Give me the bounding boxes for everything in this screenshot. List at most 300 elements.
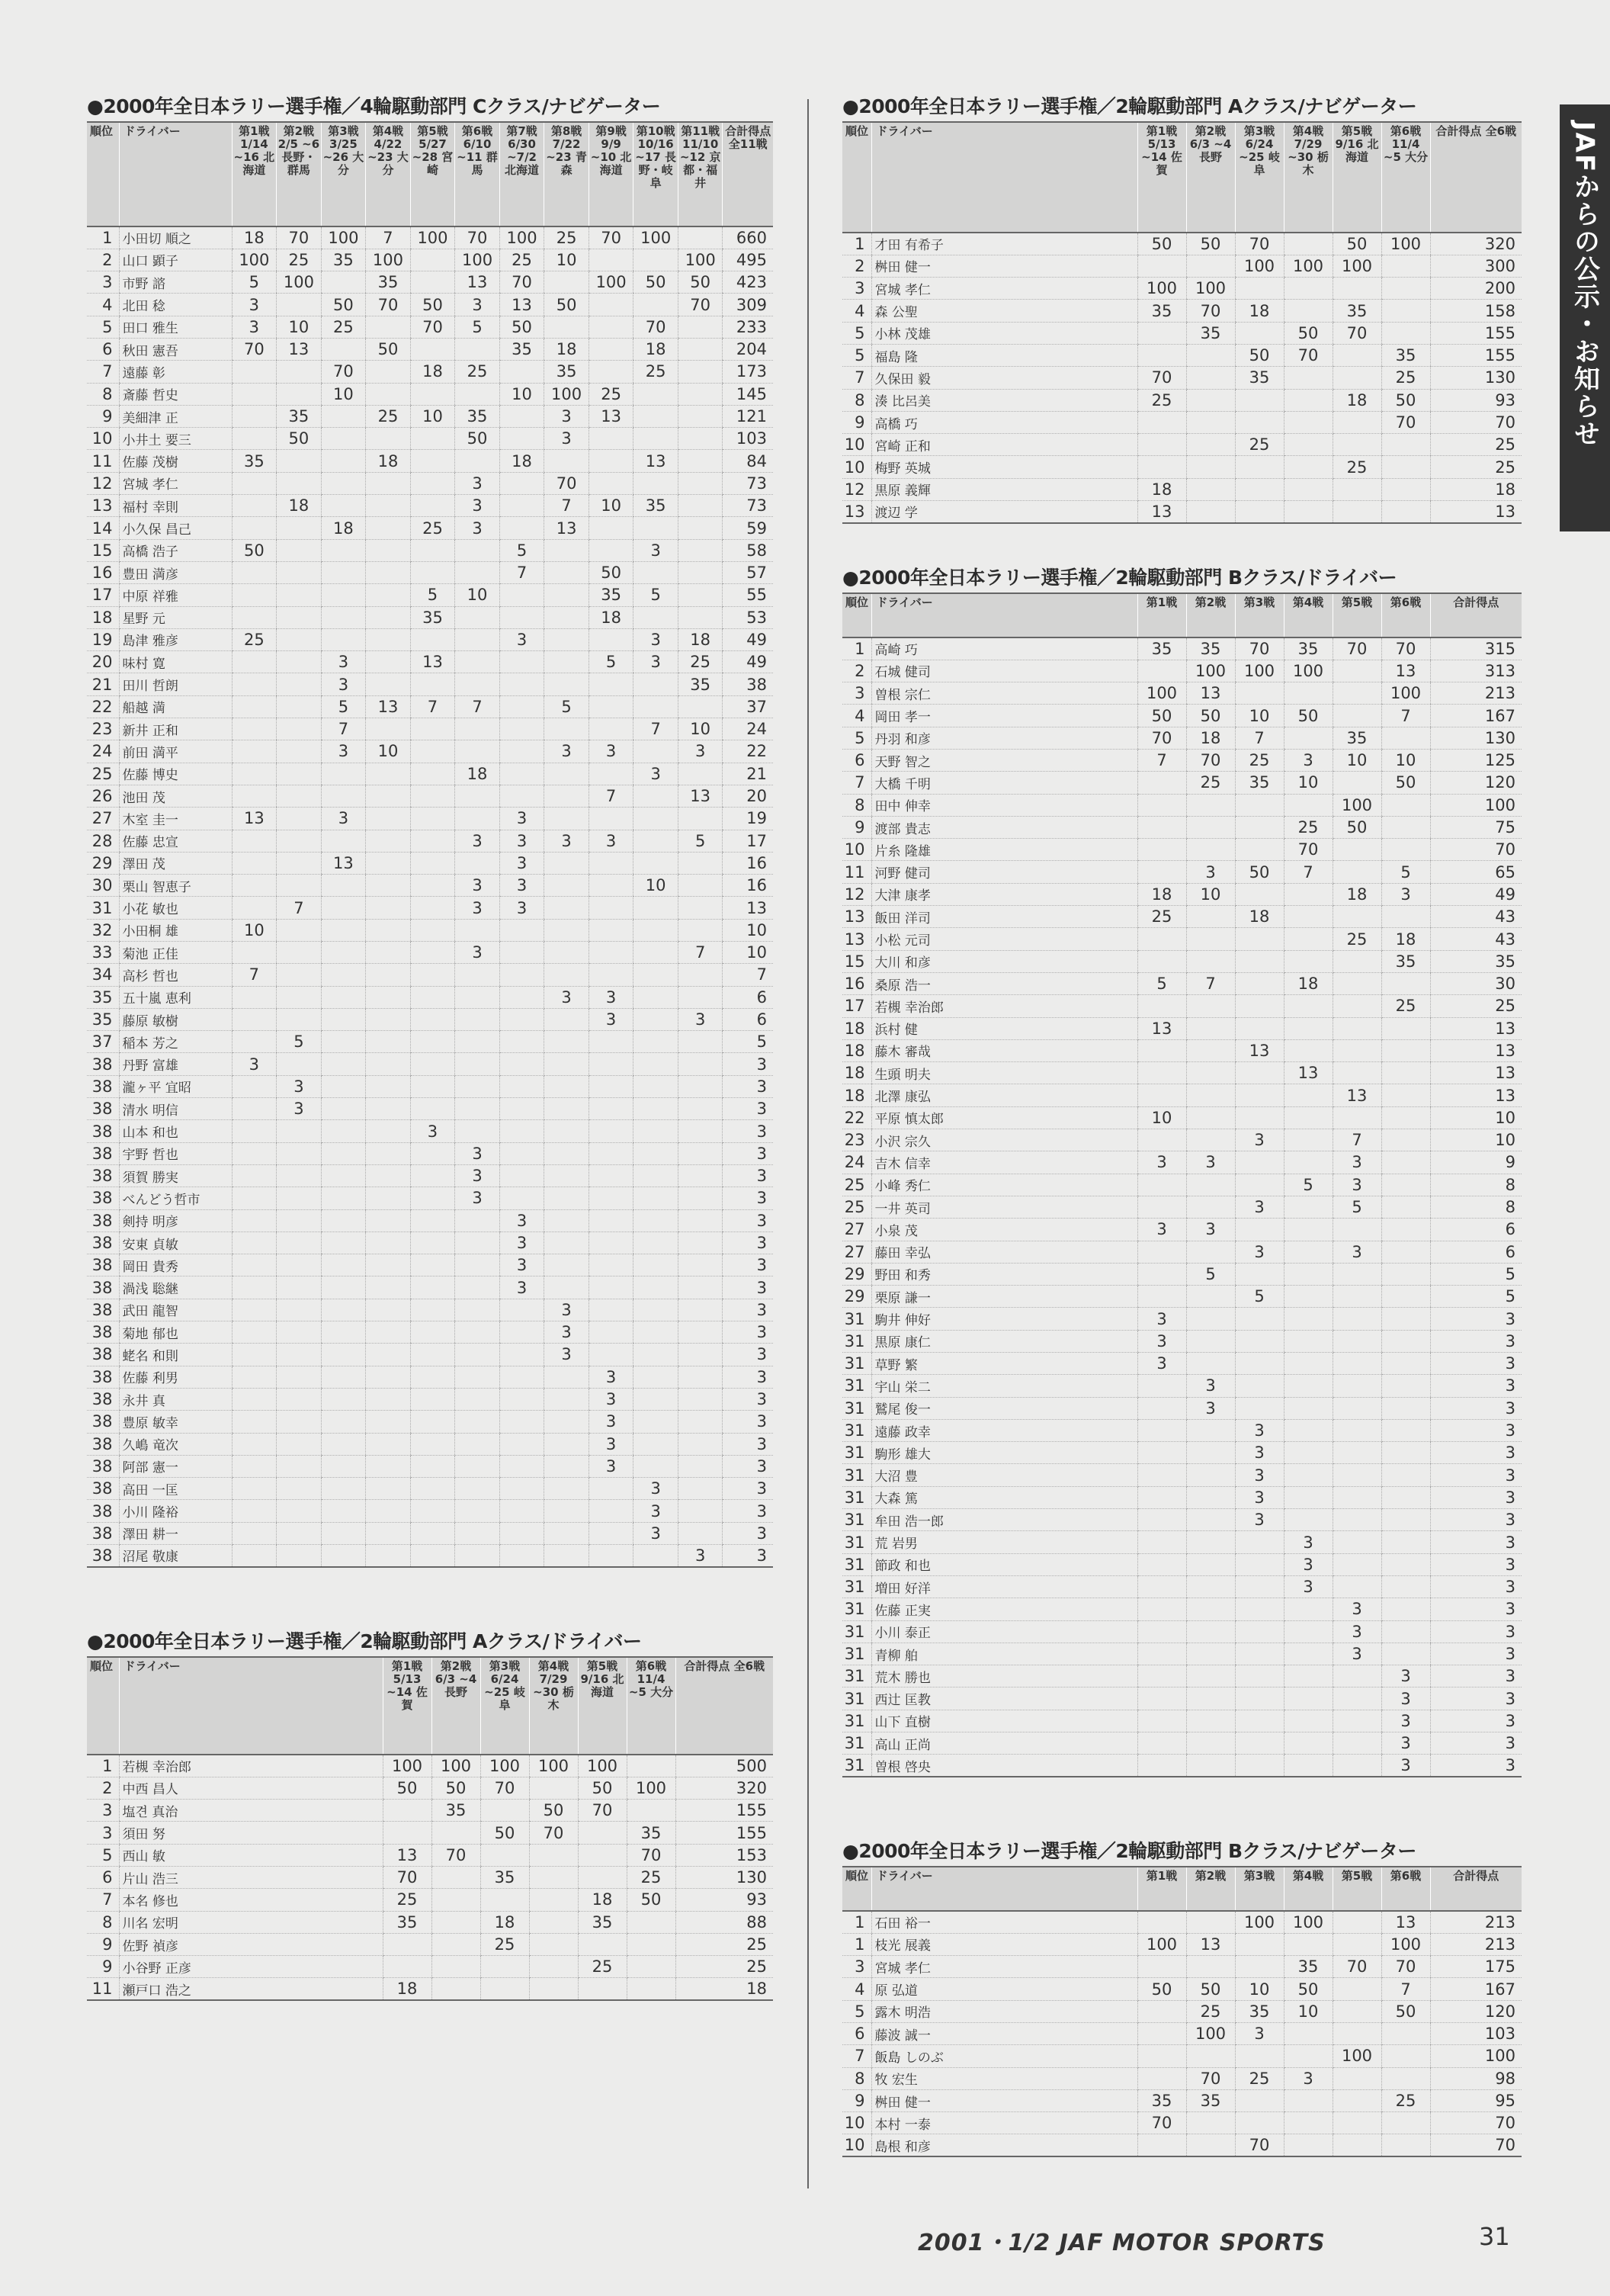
rank-cell: 10 <box>842 434 871 456</box>
name-cell: 石城 健司 <box>871 660 1137 682</box>
score-cell: 25 <box>1186 2000 1235 2022</box>
score-cell <box>1137 950 1186 972</box>
table-row <box>87 271 773 294</box>
score-cell <box>455 606 500 628</box>
score-cell <box>1137 1732 1186 1755</box>
score-cell: 18 <box>1186 727 1235 749</box>
name-cell: 生頭 明夫 <box>871 1062 1137 1084</box>
score-cell: 100 <box>1137 278 1186 300</box>
score-cell <box>321 495 366 517</box>
score-cell <box>678 405 723 427</box>
score-cell: 25 <box>1186 772 1235 794</box>
total-cell: 16 <box>723 852 773 874</box>
table-row <box>842 727 1522 749</box>
score-cell <box>277 1321 322 1344</box>
score-cell: 3 <box>1381 1687 1430 1710</box>
score-cell <box>1186 1106 1235 1129</box>
score-cell <box>431 1978 480 2000</box>
rank-cell: 31 <box>842 1755 871 1777</box>
score-cell <box>1333 1353 1381 1375</box>
score-cell <box>578 1978 627 2000</box>
name-cell: 小井土 要三 <box>119 428 232 450</box>
total-cell: 100 <box>1430 794 1522 816</box>
score-cell: 50 <box>1284 1978 1333 2000</box>
score-cell <box>499 1120 544 1142</box>
score-cell <box>678 695 723 718</box>
total-cell: 3 <box>1430 1397 1522 1419</box>
score-cell <box>1333 1553 1381 1575</box>
score-cell: 70 <box>1186 749 1235 771</box>
score-cell: 25 <box>589 383 633 405</box>
score-cell: 3 <box>633 539 678 561</box>
score-cell: 25 <box>627 1866 675 1888</box>
score-cell: 10 <box>455 584 500 606</box>
score-cell: 3 <box>455 294 500 316</box>
score-cell <box>1137 1375 1186 1397</box>
name-cell: 佐藤 茂樹 <box>119 450 232 472</box>
name-cell: 荒 岩男 <box>871 1531 1137 1553</box>
total-cell: 93 <box>1430 389 1522 411</box>
score-cell <box>678 584 723 606</box>
total-cell: 3 <box>1430 1710 1522 1732</box>
score-cell <box>366 1187 411 1209</box>
name-cell: 宮城 孝仁 <box>871 1956 1137 1978</box>
total-cell: 3 <box>1430 1330 1522 1352</box>
score-cell <box>277 1209 322 1231</box>
score-cell: 50 <box>1186 233 1235 255</box>
rank-header: 順位 <box>842 593 871 637</box>
score-cell <box>589 1120 633 1142</box>
score-cell <box>1235 389 1284 411</box>
table-row <box>87 1276 773 1299</box>
table-row <box>87 1889 773 1911</box>
score-cell: 50 <box>499 316 544 338</box>
table-row <box>842 1598 1522 1620</box>
score-cell <box>589 1187 633 1209</box>
name-cell: 大津 康孝 <box>871 883 1137 905</box>
score-cell <box>1381 1575 1430 1598</box>
score-cell <box>1137 928 1186 950</box>
name-cell: 宮崎 正和 <box>871 434 1137 456</box>
name-cell: 新井 正和 <box>119 718 232 740</box>
name-cell: 宮城 孝仁 <box>119 472 232 494</box>
score-cell <box>1381 501 1430 523</box>
table-row <box>842 1375 1522 1397</box>
rank-cell: 5 <box>842 727 871 749</box>
total-cell: 315 <box>1430 637 1522 660</box>
score-cell <box>277 740 322 763</box>
score-cell: 100 <box>529 1755 578 1777</box>
score-cell: 3 <box>589 1388 633 1410</box>
score-cell <box>499 495 544 517</box>
score-cell <box>410 472 455 494</box>
score-cell: 5 <box>499 539 544 561</box>
score-cell <box>321 897 366 919</box>
total-cell: 130 <box>1430 367 1522 389</box>
score-cell <box>578 1844 627 1866</box>
total-cell: 16 <box>723 875 773 897</box>
score-cell <box>544 1053 589 1075</box>
score-cell <box>1381 1353 1430 1375</box>
rank-cell: 14 <box>87 517 119 539</box>
total-cell: 55 <box>723 584 773 606</box>
score-cell <box>678 1254 723 1276</box>
score-cell <box>277 1478 322 1500</box>
score-cell <box>499 1031 544 1053</box>
score-cell: 35 <box>383 1911 431 1933</box>
name-cell: 本名 修也 <box>119 1889 383 1911</box>
score-cell <box>544 919 589 941</box>
score-cell <box>678 539 723 561</box>
score-cell <box>1235 995 1284 1017</box>
rank-cell: 15 <box>842 950 871 972</box>
name-cell: 佐藤 博史 <box>119 763 232 785</box>
score-cell <box>544 606 589 628</box>
name-cell: 小谷野 正彦 <box>119 1956 383 1978</box>
score-cell <box>1137 1531 1186 1553</box>
score-cell <box>366 517 411 539</box>
score-cell <box>1186 1308 1235 1330</box>
table-row <box>842 1286 1522 1308</box>
name-cell: 佐野 禎彦 <box>119 1933 383 1955</box>
score-cell <box>321 785 366 807</box>
score-cell <box>232 1366 277 1388</box>
score-cell <box>633 830 678 852</box>
score-cell <box>1137 411 1186 433</box>
score-cell: 18 <box>589 606 633 628</box>
table-row <box>842 2022 1522 2044</box>
score-cell <box>544 561 589 583</box>
score-cell: 3 <box>321 740 366 763</box>
score-cell <box>589 718 633 740</box>
score-cell <box>1137 995 1186 1017</box>
rank-cell: 22 <box>842 1106 871 1129</box>
score-cell <box>366 875 411 897</box>
total-cell: 3 <box>1430 1509 1522 1531</box>
score-cell: 3 <box>633 628 678 650</box>
score-cell <box>544 964 589 986</box>
score-cell <box>1381 2112 1430 2134</box>
score-cell <box>499 1142 544 1164</box>
total-cell: 13 <box>1430 1017 1522 1039</box>
total-cell: 173 <box>723 361 773 383</box>
rank-cell: 7 <box>842 2045 871 2067</box>
score-cell: 50 <box>232 539 277 561</box>
score-cell <box>499 718 544 740</box>
table-row <box>842 1509 1522 1531</box>
score-cell <box>232 606 277 628</box>
rank-cell: 38 <box>87 1411 119 1433</box>
table-row <box>87 740 773 763</box>
score-cell: 13 <box>678 785 723 807</box>
score-cell <box>1235 794 1284 816</box>
total-cell: 153 <box>675 1844 773 1866</box>
name-cell: 栗山 智恵子 <box>119 875 232 897</box>
score-cell: 100 <box>1333 794 1381 816</box>
name-cell: 増田 好洋 <box>871 1575 1137 1598</box>
rank-cell: 17 <box>842 995 871 1017</box>
score-cell <box>1284 1755 1333 1777</box>
score-cell: 7 <box>499 561 544 583</box>
score-cell: 18 <box>578 1889 627 1911</box>
score-cell <box>544 1209 589 1231</box>
total-cell: 3 <box>1430 1643 1522 1665</box>
score-cell: 70 <box>1235 233 1284 255</box>
total-cell: 20 <box>723 785 773 807</box>
rank-cell: 5 <box>87 316 119 338</box>
rank-cell: 31 <box>842 1643 871 1665</box>
name-cell: 須田 努 <box>119 1822 383 1844</box>
score-cell <box>277 673 322 695</box>
score-cell <box>1137 1956 1186 1978</box>
score-cell <box>410 875 455 897</box>
rank-cell: 1 <box>842 637 871 660</box>
table-row <box>87 628 773 650</box>
rank-cell: 29 <box>87 852 119 874</box>
table-row <box>842 2134 1522 2156</box>
score-cell: 70 <box>455 226 500 249</box>
score-cell <box>1235 1531 1284 1553</box>
table-row <box>842 928 1522 950</box>
score-cell: 10 <box>1333 749 1381 771</box>
score-cell: 7 <box>589 785 633 807</box>
score-cell <box>589 673 633 695</box>
score-cell <box>1333 950 1381 972</box>
score-cell: 5 <box>1137 972 1186 994</box>
score-cell <box>366 651 411 673</box>
score-cell <box>1381 1308 1430 1330</box>
total-cell: 3 <box>723 1164 773 1187</box>
score-cell: 70 <box>1137 367 1186 389</box>
column-header: 第2戦 <box>1186 1867 1235 1911</box>
rank-cell: 6 <box>842 2022 871 2044</box>
rank-cell: 38 <box>87 1478 119 1500</box>
table-row <box>842 2112 1522 2134</box>
score-cell: 100 <box>1186 660 1235 682</box>
score-cell <box>232 695 277 718</box>
column-header: 合計得点 全6戦 <box>1430 122 1522 233</box>
score-cell: 100 <box>627 1777 675 1799</box>
score-cell <box>678 1187 723 1209</box>
score-cell <box>232 1231 277 1254</box>
score-cell <box>1186 434 1235 456</box>
total-cell: 320 <box>675 1777 773 1799</box>
name-cell: 菊池 正佳 <box>119 942 232 964</box>
score-cell <box>366 1053 411 1075</box>
score-cell: 10 <box>589 495 633 517</box>
score-cell <box>455 740 500 763</box>
score-cell <box>383 1956 431 1978</box>
table-row <box>87 1120 773 1142</box>
rank-cell: 6 <box>87 338 119 360</box>
score-cell: 100 <box>277 271 322 294</box>
total-cell: 155 <box>675 1800 773 1822</box>
table-row <box>842 1665 1522 1687</box>
score-cell: 3 <box>1381 1665 1430 1687</box>
rank-cell: 10 <box>87 428 119 450</box>
score-cell <box>1381 1263 1430 1285</box>
score-cell <box>1381 1062 1430 1084</box>
score-cell <box>1235 1397 1284 1419</box>
score-cell <box>277 561 322 583</box>
column-header: 第6戦 6/10 ~11 群馬 <box>455 122 500 226</box>
score-cell: 3 <box>678 1545 723 1567</box>
table-title: ●2000年全日本ラリー選手権／2輪駆動部門 Bクラス/ドライバー <box>842 567 1397 589</box>
score-cell <box>277 1164 322 1187</box>
score-cell: 70 <box>529 1822 578 1844</box>
column-header: 第11戦 11/10 ~12 京都・福井 <box>678 122 723 226</box>
score-cell: 50 <box>1186 705 1235 727</box>
score-cell <box>589 808 633 830</box>
table-title: ●2000年全日本ラリー選手権／2輪駆動部門 Aクラス/ドライバー <box>87 1630 642 1652</box>
total-cell: 3 <box>723 1500 773 1522</box>
score-cell <box>1235 1710 1284 1732</box>
score-cell <box>366 1276 411 1299</box>
score-cell <box>321 1299 366 1321</box>
total-cell: 3 <box>1430 1442 1522 1464</box>
table-row <box>842 255 1522 277</box>
rank-cell: 31 <box>842 1575 871 1598</box>
table-row <box>842 705 1522 727</box>
score-cell: 3 <box>410 1120 455 1142</box>
score-cell <box>232 1500 277 1522</box>
score-cell <box>1235 1933 1284 1955</box>
rank-header: 順位 <box>87 1657 119 1755</box>
score-cell <box>232 1299 277 1321</box>
score-cell <box>544 1411 589 1433</box>
score-cell <box>633 897 678 919</box>
score-cell <box>232 1545 277 1567</box>
score-cell <box>366 1433 411 1455</box>
table-row <box>87 1777 773 1799</box>
score-cell <box>1137 1442 1186 1464</box>
table-row <box>842 1106 1522 1129</box>
name-cell: 澤田 耕一 <box>119 1522 232 1544</box>
score-cell <box>232 897 277 919</box>
score-cell <box>277 651 322 673</box>
column-header: 第1戦 5/13 ~14 佐賀 <box>1137 122 1186 233</box>
score-cell: 5 <box>544 695 589 718</box>
score-cell <box>678 1031 723 1053</box>
score-cell: 18 <box>366 450 411 472</box>
table-row <box>842 1241 1522 1263</box>
score-cell: 5 <box>1186 1263 1235 1285</box>
score-cell <box>455 1276 500 1299</box>
score-cell: 50 <box>1235 861 1284 883</box>
score-cell <box>1186 950 1235 972</box>
table-row <box>842 1397 1522 1419</box>
score-cell <box>633 561 678 583</box>
score-cell: 35 <box>321 249 366 271</box>
name-cell: 高橋 浩子 <box>119 539 232 561</box>
score-cell <box>1186 456 1235 478</box>
score-cell <box>321 830 366 852</box>
score-cell <box>678 1098 723 1120</box>
rank-cell: 3 <box>842 1956 871 1978</box>
score-cell <box>321 606 366 628</box>
score-cell: 3 <box>589 986 633 1008</box>
score-cell <box>366 1411 411 1433</box>
total-cell: 3 <box>1430 1531 1522 1553</box>
score-cell <box>1284 411 1333 433</box>
score-cell: 13 <box>1186 1933 1235 1955</box>
table-row <box>87 763 773 785</box>
score-cell <box>578 1822 627 1844</box>
name-cell: 豊原 敏幸 <box>119 1411 232 1433</box>
score-cell: 70 <box>1137 2112 1186 2134</box>
rank-cell: 5 <box>842 344 871 366</box>
name-cell: 渡部 貴志 <box>871 816 1137 838</box>
total-cell: 5 <box>723 1031 773 1053</box>
table-row <box>842 434 1522 456</box>
name-cell: 蛯名 和則 <box>119 1344 232 1366</box>
name-cell: 本村 一泰 <box>871 2112 1137 2134</box>
score-cell <box>678 472 723 494</box>
score-cell <box>499 1187 544 1209</box>
total-cell: 3 <box>1430 1486 1522 1508</box>
name-cell: 桝田 健一 <box>871 2089 1137 2111</box>
table-row <box>87 718 773 740</box>
score-cell <box>1381 434 1430 456</box>
total-cell: 10 <box>723 942 773 964</box>
score-cell: 25 <box>1235 749 1284 771</box>
score-cell <box>321 1164 366 1187</box>
score-cell: 35 <box>232 450 277 472</box>
name-cell: 沼尾 敬康 <box>119 1545 232 1567</box>
score-cell <box>529 1889 578 1911</box>
score-cell <box>1235 1330 1284 1352</box>
rank-cell: 7 <box>842 772 871 794</box>
table-row <box>87 1500 773 1522</box>
score-cell <box>1284 1598 1333 1620</box>
score-cell <box>589 897 633 919</box>
score-cell <box>678 1142 723 1164</box>
total-cell: 5 <box>1430 1263 1522 1285</box>
total-cell: 167 <box>1430 1978 1522 2000</box>
table-row <box>87 695 773 718</box>
score-cell <box>1137 2000 1186 2022</box>
table-row <box>87 1911 773 1933</box>
total-cell: 49 <box>723 628 773 650</box>
score-cell <box>499 1455 544 1477</box>
name-cell: 北澤 康弘 <box>871 1084 1137 1106</box>
score-cell: 3 <box>499 628 544 650</box>
score-cell <box>1186 1442 1235 1464</box>
score-cell <box>499 517 544 539</box>
name-cell: 浜村 健 <box>871 1017 1137 1039</box>
score-cell <box>544 673 589 695</box>
score-cell <box>1235 1084 1284 1106</box>
score-cell: 18 <box>1333 883 1381 905</box>
total-cell: 13 <box>1430 501 1522 523</box>
score-cell <box>366 1098 411 1120</box>
score-cell: 3 <box>1284 2067 1333 2089</box>
table-row <box>87 249 773 271</box>
name-cell: 久保田 毅 <box>871 367 1137 389</box>
score-cell <box>589 852 633 874</box>
score-cell <box>1137 1129 1186 1151</box>
score-cell: 100 <box>1381 682 1430 705</box>
table-row <box>842 1687 1522 1710</box>
score-cell: 3 <box>589 1008 633 1030</box>
total-cell: 167 <box>1430 705 1522 727</box>
score-cell <box>544 897 589 919</box>
score-cell <box>1284 1732 1333 1755</box>
table-row <box>87 942 773 964</box>
score-cell: 70 <box>627 1844 675 1866</box>
score-cell <box>1186 928 1235 950</box>
score-cell: 3 <box>232 316 277 338</box>
